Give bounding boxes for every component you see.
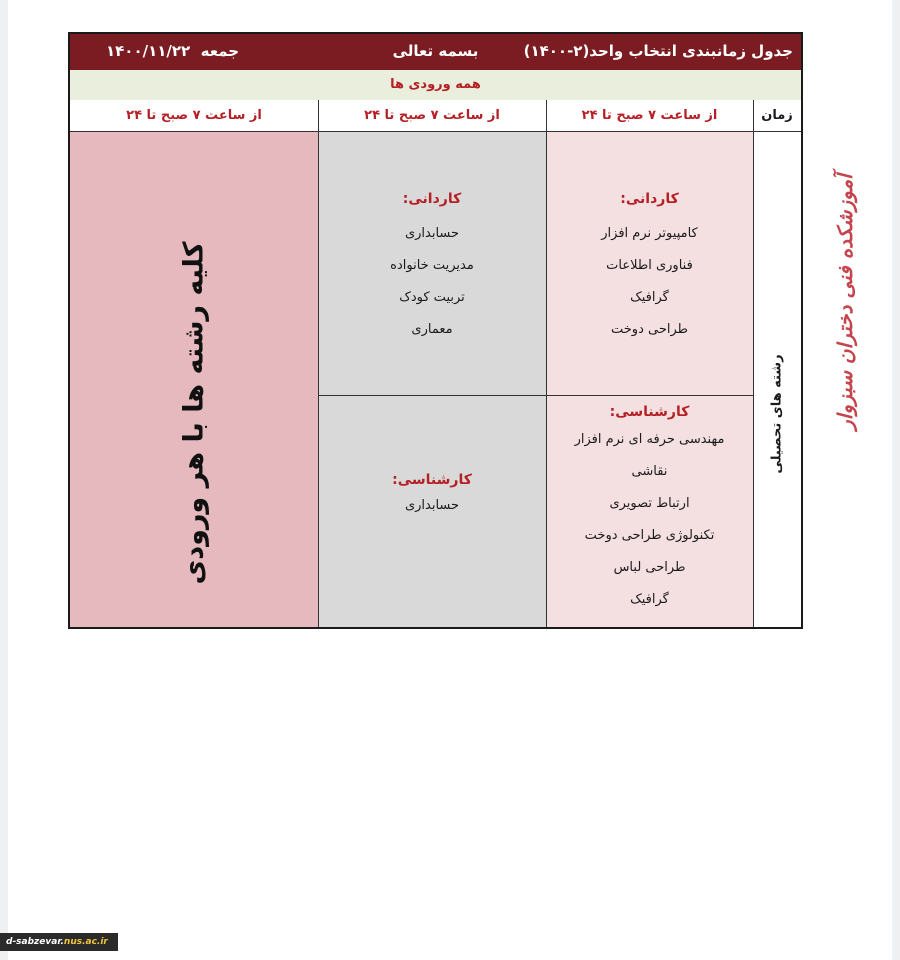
day-label: جمعه [200, 42, 240, 60]
side-logo-text: آموزشکده فنی دختران سبزوار [833, 174, 857, 430]
column-2-time: از ساعت ۷ صبح تا ۲۴ [318, 100, 546, 132]
column-1-karshenasi-heading: کارشناسی: [609, 404, 690, 420]
column-2-karshenasi-cell [318, 396, 546, 627]
column-1-time: از ساعت ۷ صبح تا ۲۴ [546, 100, 753, 132]
column-1-kardani-heading: کاردانی: [620, 191, 679, 207]
list-item: فناوری اطلاعات [606, 258, 693, 273]
list-item: تربیت کودک [399, 290, 465, 305]
list-item: حسابداری [404, 498, 460, 513]
list-item: تکنولوژی طراحی دوخت [584, 528, 715, 543]
list-item: طراحی دوخت [610, 322, 688, 337]
grid-divider [753, 100, 754, 627]
list-item: نقاشی [631, 464, 668, 479]
watermark-prefix: d-sabzevar. [6, 937, 64, 947]
column-1-kardani-group [546, 191, 753, 346]
list-item: مهندسی حرفه ای نرم افزار [574, 432, 725, 447]
title-bar [70, 34, 801, 70]
list-item: مدیریت خانواده [390, 258, 474, 273]
column-3-time: از ساعت ۷ صبح تا ۲۴ [70, 100, 318, 132]
list-item: ارتباط تصویری [609, 496, 690, 511]
list-item: طراحی لباس [613, 560, 686, 575]
watermark-badge [0, 933, 118, 951]
all-entries-row: همه ورودی ها [70, 70, 801, 101]
date-value: ۱۴۰۰/۱۱/۲۲ [106, 42, 191, 60]
column-1-kardani-cell [546, 132, 753, 396]
column-2-kardani-group [318, 191, 546, 346]
watermark-domain: nus.ac.ir [63, 937, 108, 947]
grid-divider [318, 100, 319, 627]
schedule-table [68, 32, 803, 629]
column-1-karshenasi-group [546, 404, 753, 616]
majors-label: رشته های تحصیلی [769, 354, 785, 474]
list-item: حسابداری [404, 226, 460, 241]
majors-label-cell [753, 132, 801, 627]
column-2-kardani-heading: کاردانی: [402, 191, 462, 207]
column-2-karshenasi-heading: کارشناسی: [392, 472, 472, 488]
date-block [106, 42, 239, 60]
column-2-kardani-cell [318, 132, 546, 396]
grid-divider [546, 100, 547, 627]
list-item: کامپیوتر نرم افزار [601, 226, 698, 241]
column-1-karshenasi-cell [546, 396, 753, 627]
schedule-title: جدول زمانبندی انتخاب واحد(۲-۱۴۰۰) [523, 42, 793, 60]
list-item: گرافیک [630, 592, 669, 607]
column-3-merged-text: کلیه رشته ها با هر ورودی [178, 241, 210, 585]
list-item: معماری [411, 322, 453, 337]
column-2-karshenasi-group [318, 472, 546, 522]
column-3-merged-cell [70, 132, 318, 627]
time-header: زمان [753, 100, 801, 132]
list-item: گرافیک [630, 290, 669, 305]
bismillah-label: بسمه تعالی [392, 42, 479, 60]
page [8, 0, 892, 960]
